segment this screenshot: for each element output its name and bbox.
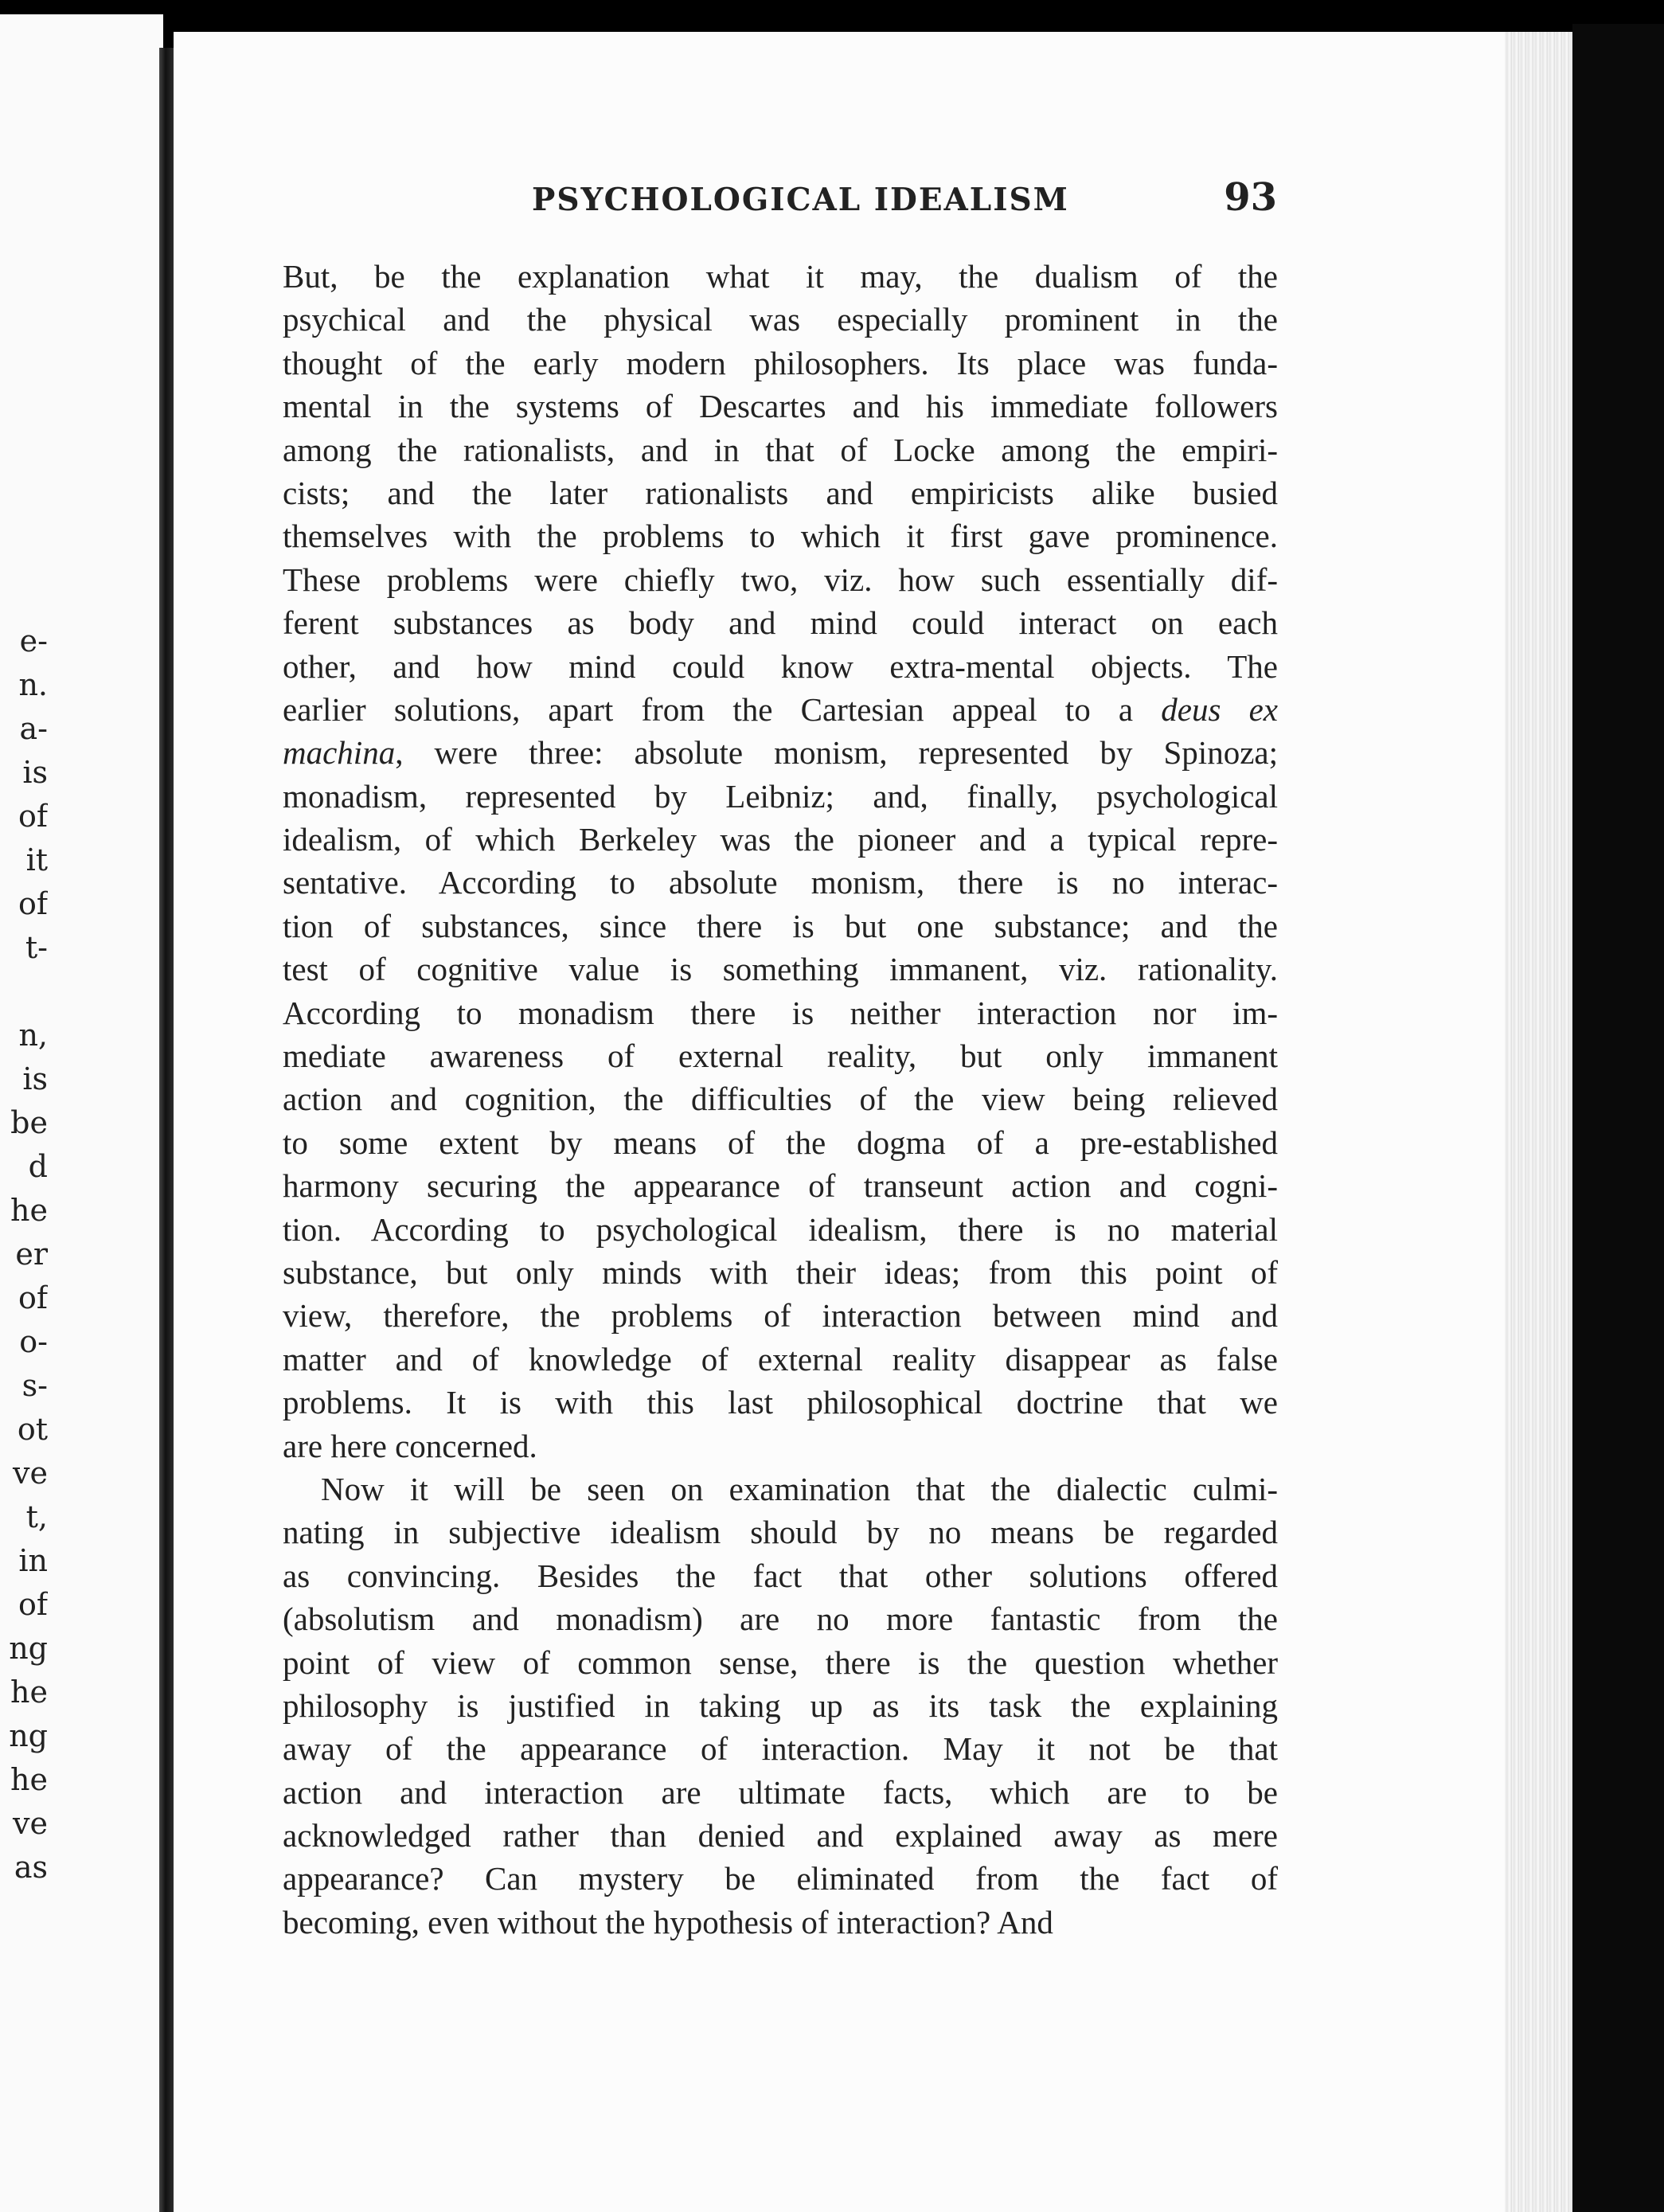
text-line: idealism, of which Berkeley was the pioneer and a typical repre-: [283, 821, 1278, 858]
text-line: Now it will be seen on examination that the dialectic culmi-: [321, 1470, 1278, 1507]
text-line: psychical and the physical was especially prominent in the: [283, 301, 1278, 338]
text-line: appearance? Can mystery be eliminated from the fact of: [283, 1860, 1278, 1897]
previous-page-fragment: ot: [17, 1412, 48, 1447]
text-line: (absolutism and monadism) are no more fantastic from the: [283, 1600, 1278, 1638]
text-line: becoming, even without the hypothesis of interaction? And: [283, 1903, 1053, 1940]
text-line: mediate awareness of external reality, but only immanent: [283, 1038, 1278, 1075]
page-header: [532, 175, 1277, 223]
previous-page-fragment: of: [18, 1280, 48, 1315]
previous-page-fragment: of: [18, 1587, 48, 1622]
text-line: monadism, represented by Leibniz; and, finally, psychological: [283, 777, 1278, 815]
text-line: matter and of knowledge of external reality disappear as false: [283, 1340, 1278, 1378]
text-line: action and interaction are ultimate facts, which are to be: [283, 1773, 1278, 1811]
text-line: among the rationalists, and in that of Locke among the empiri-: [283, 431, 1278, 468]
page-number: 93: [1224, 175, 1277, 220]
text-line: These problems were chiefly two, viz. how such essentially dif-: [283, 561, 1278, 598]
page-edges: [1505, 32, 1576, 2212]
previous-page-fragment: er: [15, 1237, 48, 1272]
paragraph: [283, 1468, 1278, 1944]
running-head: PSYCHOLOGICAL IDEALISM: [532, 182, 1069, 218]
previous-page-fragment: t-: [25, 930, 48, 965]
book-gutter: [159, 48, 175, 2212]
text-line: sentative. According to absolute monism, there is no interac-: [283, 864, 1278, 901]
text-line: philosophy is justified in taking up as its task the explaining: [283, 1686, 1278, 1724]
previous-page-fragment: ng: [9, 1631, 48, 1666]
text-line: machina, were three: absolute monism, represented by Spinoza;: [283, 734, 1278, 772]
text-line: cists; and the later rationalists and empiricists alike busied: [283, 474, 1278, 511]
text-line: other, and how mind could know extra-mental objects. The: [283, 647, 1278, 685]
previous-page-fragment: as: [14, 1850, 48, 1885]
text-line: ferent substances as body and mind could interact on each: [283, 604, 1278, 642]
text-line: problems. It is with this last philosophical doctrine that we: [283, 1384, 1278, 1421]
text-line: are here concerned.: [283, 1427, 537, 1464]
previous-page: [0, 14, 163, 2212]
previous-page-fragment: be: [10, 1105, 48, 1140]
text-line: thought of the early modern philosophers. Its place was funda-: [283, 344, 1278, 381]
previous-page-fragment: ve: [13, 1456, 48, 1491]
text-line: According to monadism there is neither interaction nor im-: [283, 994, 1278, 1031]
text-line: mental in the systems of Descartes and his immediate followers: [283, 388, 1278, 425]
text-line: themselves with the problems to which it first gave prominence.: [283, 518, 1278, 555]
previous-page-fragment: t,: [25, 1499, 48, 1534]
text-line: tion. According to psychological idealism, there is no material: [283, 1210, 1278, 1248]
previous-page-fragment: is: [22, 755, 48, 790]
text-line: point of view of common sense, there is the question whether: [283, 1643, 1278, 1681]
book-cover-edge: [1572, 24, 1664, 2212]
previous-page-fragment: n.: [18, 667, 48, 702]
text-line: as convincing. Besides the fact that other solutions offered: [283, 1557, 1278, 1594]
previous-page-fragment: [0, 970, 48, 1014]
text-line: But, be the explanation what it may, the dualism of the: [283, 258, 1278, 295]
previous-page-fragment: he: [10, 1675, 48, 1710]
text-line: earlier solutions, apart from the Cartesian appeal to a deus ex: [283, 690, 1278, 728]
text-line: tion of substances, since there is but one substance; and the: [283, 907, 1278, 944]
previous-page-fragment: he: [10, 1193, 48, 1228]
previous-page-fragment: of: [18, 799, 48, 834]
text-line: action and cognition, the difficulties of the view being relieved: [283, 1081, 1278, 1118]
previous-page-fragment: in: [18, 1543, 48, 1578]
previous-page-fragment: he: [10, 1762, 48, 1797]
previous-page-fragment: is: [22, 1061, 48, 1096]
text-line: away of the appearance of interaction. May it not be that: [283, 1730, 1278, 1768]
previous-page-fragment: o-: [19, 1324, 48, 1359]
previous-page-fragment: s-: [21, 1368, 48, 1403]
text-line: view, therefore, the problems of interaction between mind and: [283, 1297, 1278, 1335]
previous-page-fragment: it: [25, 842, 48, 877]
text-line: nating in subjective idealism should by no means be regarded: [283, 1514, 1278, 1551]
paragraph: [283, 255, 1278, 1468]
text-line: substance, but only minds with their ideas; from this point of: [283, 1253, 1278, 1291]
body-text: [283, 255, 1278, 1944]
previous-page-fragment: d: [28, 1149, 48, 1184]
previous-page-fragment: ng: [9, 1718, 48, 1753]
previous-page-fragment: e-: [19, 623, 48, 659]
previous-page-fragment: a-: [19, 711, 48, 746]
text-line: to some extent by means of the dogma of a pre-established: [283, 1124, 1278, 1161]
previous-page-text-fragments: [0, 619, 48, 1890]
previous-page-fragment: n,: [18, 1018, 48, 1053]
text-line: harmony securing the appearance of transeunt action and cogni-: [283, 1167, 1278, 1205]
previous-page-fragment: ve: [13, 1806, 48, 1841]
text-line: acknowledged rather than denied and explained away as mere: [283, 1817, 1278, 1854]
text-line: test of cognitive value is something immanent, viz. rationality.: [283, 951, 1278, 988]
previous-page-fragment: of: [18, 886, 48, 921]
